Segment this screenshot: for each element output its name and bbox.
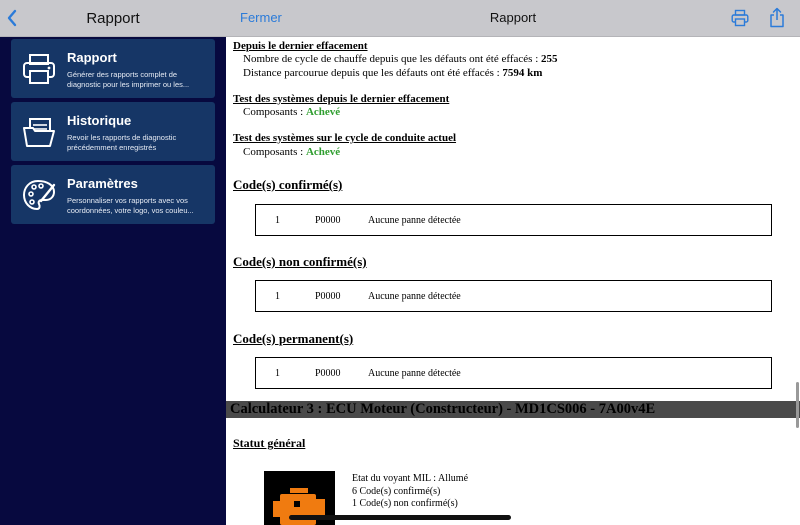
menu-item-desc-line: diagnostic pour les imprimer ou les... (67, 80, 190, 89)
close-button[interactable]: Fermer (240, 10, 282, 25)
menu-item-title: Paramètres (67, 176, 138, 191)
menu-item-desc-line: coordonnées, votre logo, vos couleu... (67, 206, 194, 215)
warmup-cycles-line (243, 53, 558, 65)
confirmed-codes-table (255, 204, 772, 236)
distance-line (243, 67, 542, 79)
printer-icon (21, 51, 57, 87)
code-description: Aucune panne détectée (368, 368, 461, 379)
menu-item-desc-line: précédemment enregistrés (67, 143, 157, 152)
code-id: P0000 (315, 368, 341, 379)
confirmed-codes-heading: Code(s) confirmé(s) (233, 177, 343, 192)
code-index: 1 (275, 215, 280, 226)
menu-item-historique[interactable] (11, 102, 215, 161)
sidebar (0, 0, 226, 525)
tests-cycle-heading: Test des systèmes sur le cycle de conduite actuel (233, 132, 457, 144)
mil-status: Etat du voyant MIL : Allumé (352, 473, 469, 484)
home-indicator[interactable] (289, 515, 511, 520)
menu-item-parametres[interactable] (11, 165, 215, 224)
code-index: 1 (275, 368, 280, 379)
tests-since-label: Composants : (243, 106, 306, 118)
code-description: Aucune panne détectée (368, 291, 461, 302)
sidebar-title: Rapport (86, 10, 140, 27)
menu-item-desc (67, 133, 209, 153)
ecu-section-header (226, 401, 800, 418)
tests-cycle-status: Achevé (305, 146, 341, 158)
report-title: Rapport (489, 10, 537, 25)
warmup-value: 255 (541, 53, 558, 65)
code-description: Aucune panne détectée (368, 215, 461, 226)
unconfirmed-count: 1 Code(s) non confirmé(s) (352, 498, 458, 509)
menu-item-desc-line: Personnaliser vos rapports avec vos (67, 196, 188, 205)
menu-item-title: Rapport (67, 50, 117, 65)
permanent-codes-table (255, 357, 772, 389)
print-icon[interactable] (731, 9, 749, 27)
share-icon[interactable] (769, 7, 785, 28)
report-navbar (226, 0, 800, 37)
history-document-icon (21, 114, 57, 150)
unconfirmed-codes-table (255, 280, 772, 312)
code-id: P0000 (315, 215, 341, 226)
menu-item-desc-line: Revoir les rapports de diagnostic (67, 133, 177, 142)
distance-value: 7594 km (502, 67, 543, 79)
code-index: 1 (275, 291, 280, 302)
distance-label: Distance parcourue depuis que les défauts ont été effacés : (243, 67, 503, 79)
scrollbar[interactable] (796, 382, 799, 428)
report-panel (226, 0, 800, 525)
unconfirmed-codes-heading: Code(s) non confirmé(s) (233, 254, 367, 269)
menu-item-title: Historique (67, 113, 132, 128)
general-status-heading: Statut général (233, 436, 306, 450)
sidebar-navbar (0, 0, 226, 37)
menu-item-desc (67, 196, 209, 216)
tests-since-line (243, 106, 340, 118)
permanent-codes-heading: Code(s) permanent(s) (233, 331, 354, 346)
menu-item-desc-line: Générer des rapports complet de (67, 70, 178, 79)
tests-cycle-line (243, 146, 340, 158)
confirmed-count: 6 Code(s) confirmé(s) (352, 486, 441, 497)
palette-icon (21, 177, 57, 213)
warmup-label: Nombre de cycle de chauffe depuis que les défauts ont été effacés : (243, 53, 541, 65)
code-id: P0000 (315, 291, 341, 302)
since-clear-heading: Depuis le dernier effacement (233, 40, 368, 52)
report-document (226, 37, 800, 525)
tests-cycle-label: Composants : (243, 146, 306, 158)
ecu-title: Calculateur 3 : ECU Moteur (Constructeur) - MD1CS006 - 7A00v4E (230, 401, 656, 417)
tests-since-status: Achevé (305, 106, 341, 118)
menu-item-rapport[interactable] (11, 39, 215, 98)
menu-item-desc (67, 70, 209, 90)
tests-since-heading: Test des systèmes depuis le dernier effacement (233, 93, 450, 105)
